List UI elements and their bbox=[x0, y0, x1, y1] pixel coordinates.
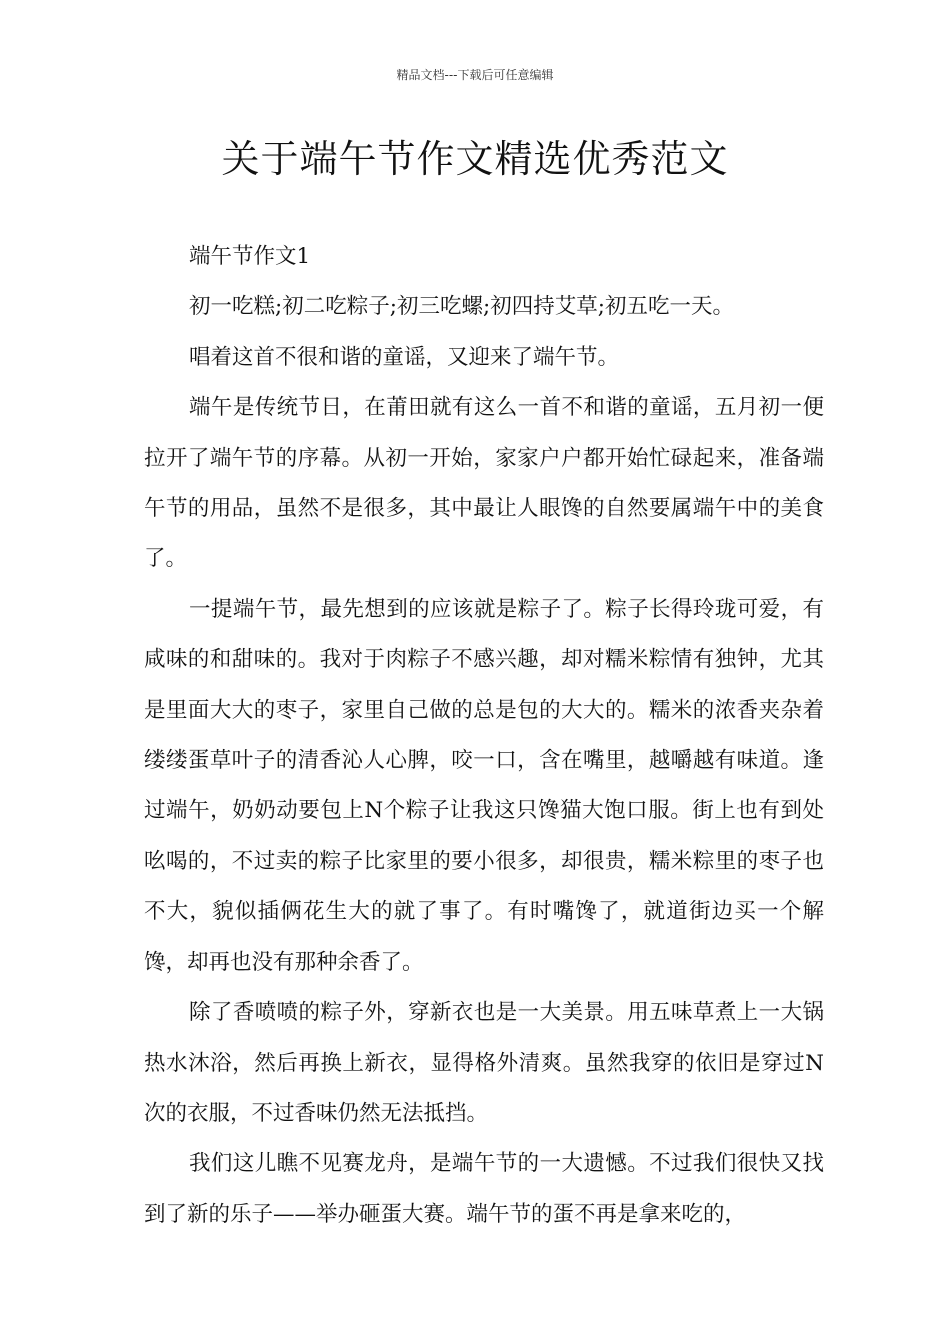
document-body bbox=[144, 232, 824, 1240]
paragraph-heading: 端午节作文1 bbox=[189, 244, 311, 269]
paragraph: 端午是传统节日，在莆田就有这么一首不和谐的童谣，五月初一便拉开了端午节的序幕。从初一开始，家家户户都开始忙碌起来，准备端午节的用品，虽然不是很多，其中最让人眼馋的自然要属端午中的美食了。 bbox=[144, 395, 824, 572]
paragraph: 唱着这首不很和谐的童谣，又迎来了端午节。 bbox=[189, 344, 620, 370]
document-title: 关于端午节作文精选优秀范文 bbox=[221, 137, 729, 181]
paragraph: 我们这儿瞧不见赛龙舟，是端午节的一大遗憾。不过我们很快又找到了新的乐子——举办砸蛋大赛。端午节的蛋不再是拿来吃的， bbox=[144, 1151, 824, 1227]
header-note: 精品文档---下载后可任意编辑 bbox=[396, 68, 554, 82]
paragraph: 一提端午节，最先想到的应该就是粽子了。粽子长得玲珑可爱，有咸味的和甜味的。我对于肉粽子不感兴趣，却对糯米粽情有独钟，尤其是里面大大的枣子，家里自己做的总是包的大大的。糯米的浓香夹杂着缕缕蛋草叶子的清香沁人心脾，咬一口，含在嘴里，越嚼越有味道。逢过端午，奶奶动要包上N个粽子让我这只馋猫大饱口服。街上也有到处吆喝的，不过卖的粽子比家里的要小很多，却很贵，糯米粽里的枣子也不大，貌似插俩花生大的就了事了。有时嘴馋了，就道街边买一个解馋，却再也没有那种余香了。 bbox=[144, 596, 824, 975]
paragraph: 初一吃糕;初二吃粽子;初三吃螺;初四持艾草;初五吃一天。 bbox=[189, 294, 734, 320]
paragraph: 除了香喷喷的粽子外，穿新衣也是一大美景。用五味草煮上一大锅热水沐浴，然后再换上新衣，显得格外清爽。虽然我穿的依旧是穿过N次的衣服，不过香味仍然无法抵挡。 bbox=[144, 1000, 824, 1126]
